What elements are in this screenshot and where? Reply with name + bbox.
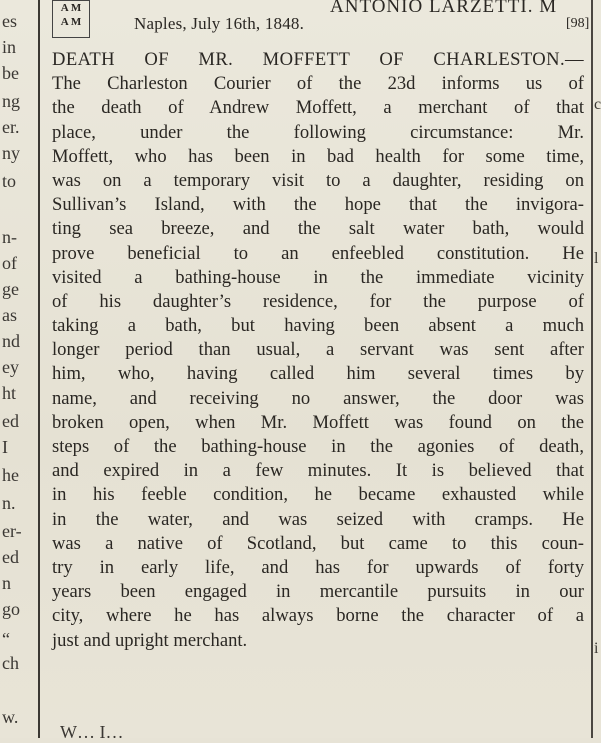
article-line: of his daughter’s residence, for the purpose of: [52, 290, 584, 312]
left-column-fragment: ed: [2, 411, 19, 431]
article-line: Moffett, who has been in bad health for some time,: [52, 145, 584, 167]
left-column-fragment: ed: [2, 547, 19, 567]
right-column-fragment: c: [594, 96, 601, 113]
article-line: taking a bath, but having been absent a much: [52, 315, 584, 337]
dateline: Naples, July 16th, 1848.: [134, 14, 305, 33]
article-line: the death of Andrew Moffett, a merchant of that: [52, 97, 584, 119]
left-column-fragment: “: [2, 629, 10, 649]
article-line: ting sea breeze, and the salt water bath, would: [52, 218, 584, 240]
article-line: in the water, and was seized with cramps. He: [52, 508, 584, 530]
left-column-fragment: nd: [2, 331, 20, 351]
left-column-fragment: ey: [2, 357, 19, 377]
article-line: was a native of Scotland, but came to this coun-: [52, 532, 584, 554]
article-line: city, where he has always borne the character of a: [52, 605, 584, 627]
left-column-fragment: ge: [2, 279, 19, 299]
left-column-fragment: of: [2, 253, 17, 273]
left-column-fragment: er-: [2, 521, 22, 541]
left-column-fragment: ng: [2, 91, 20, 111]
column-rule-right: [591, 0, 593, 738]
article-line: him, who, having called him several times by: [52, 363, 584, 385]
article-line: and expired in a few minutes. It is believed that: [52, 460, 584, 482]
left-column-fragment: be: [2, 63, 19, 83]
am-label-2: A M: [60, 16, 82, 28]
left-column-fragment: as: [2, 305, 17, 325]
signature: ANTONIO LARZETTI. M: [330, 0, 558, 17]
right-column-fragment: i: [594, 640, 599, 657]
left-column-fragment: in: [2, 37, 17, 57]
article-line: prove beneficial to an enfeebled constitution. He: [52, 242, 584, 264]
article-line: years been engaged in mercantile pursuits in our: [52, 581, 584, 603]
left-column-fragments: [0, 0, 34, 738]
left-column-fragment: to: [2, 171, 17, 191]
am-box: [52, 0, 90, 38]
article: [52, 48, 584, 653]
am-label-1: A M: [60, 2, 82, 14]
left-column-fragment: n: [2, 573, 11, 593]
left-column-fragment: ht: [2, 383, 17, 403]
article-line-last: just and upright merchant.: [52, 629, 248, 651]
article-line: The Charleston Courier of the 23d informs us of: [52, 73, 584, 95]
article-headline: DEATH OF MR. MOFFETT OF CHARLESTON.—: [52, 49, 584, 70]
left-column-fragment: he: [2, 465, 19, 485]
article-line: broken open, when Mr. Moffett was found on the: [52, 411, 584, 433]
article-line: try in early life, and has for upwards of forty: [52, 556, 584, 578]
left-column-fragment: n.: [2, 493, 16, 513]
left-column-fragment: ch: [2, 653, 19, 673]
bottom-fragment: W… I…: [60, 722, 124, 742]
left-column-fragment: I: [2, 437, 8, 457]
article-line: in his feeble condition, he became exhausted while: [52, 484, 584, 506]
left-column-fragment: ny: [2, 143, 20, 163]
article-line: visited a bathing-house in the immediate vicinity: [52, 266, 584, 288]
article-line: Sullivan’s Island, with the hope that the invigora-: [52, 194, 584, 216]
article-line: longer period than usual, a servant was sent after: [52, 339, 584, 361]
article-line: steps of the bathing-house in the agonies of death,: [52, 436, 584, 457]
article-line: place, under the following circumstance: Mr.: [52, 121, 584, 143]
corner-number: [98]: [566, 16, 590, 31]
left-column-fragment: er.: [2, 117, 20, 137]
left-column-fragment: w.: [2, 707, 19, 727]
article-line: was on a temporary visit to a daughter, residing on: [52, 169, 584, 191]
article-line: name, and receiving no answer, the door was: [52, 387, 584, 409]
right-column-fragment: l: [594, 250, 599, 267]
left-column-fragment: es: [2, 11, 17, 31]
column-rule-left: [38, 0, 40, 738]
left-column-fragment: n-: [2, 227, 17, 247]
left-column-fragment: go: [2, 599, 20, 619]
